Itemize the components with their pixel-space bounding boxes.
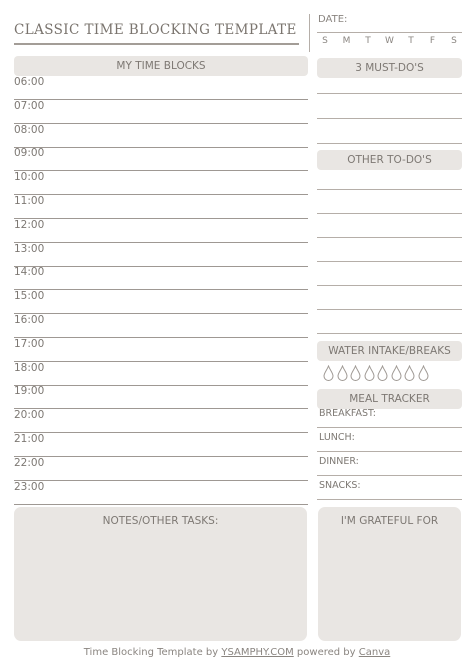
time-block-row[interactable] xyxy=(14,266,308,290)
time-label: 14:00 xyxy=(14,266,45,279)
meal-label: LUNCH: xyxy=(319,432,355,443)
date-label: DATE: xyxy=(318,14,348,25)
footer xyxy=(0,647,474,658)
time-label: 17:00 xyxy=(14,337,45,350)
day-sunday[interactable]: S xyxy=(322,36,328,46)
grateful-box[interactable] xyxy=(318,507,461,641)
time-label: 16:00 xyxy=(14,314,45,326)
day-wednesday[interactable]: W xyxy=(385,36,394,46)
date-field-line[interactable] xyxy=(317,32,462,33)
time-block-row[interactable] xyxy=(14,338,308,362)
water-drop-icon[interactable] xyxy=(323,365,334,381)
time-label: 20:00 xyxy=(14,409,45,422)
must-do-line[interactable] xyxy=(317,93,462,94)
time-label: 22:00 xyxy=(14,456,45,469)
water-intake-header: WATER INTAKE/BREAKS xyxy=(317,341,462,361)
todo-line[interactable] xyxy=(317,213,462,214)
time-block-line xyxy=(14,504,308,505)
time-label: 09:00 xyxy=(14,147,45,160)
title-underline xyxy=(14,43,299,45)
water-drop-icon[interactable] xyxy=(404,365,415,381)
time-label: 13:00 xyxy=(14,242,45,255)
todo-line[interactable] xyxy=(317,309,462,310)
time-block-row[interactable] xyxy=(14,290,308,314)
time-label: 19:00 xyxy=(14,385,45,398)
todo-line[interactable] xyxy=(317,285,462,286)
time-block-row[interactable] xyxy=(14,100,308,124)
date-divider xyxy=(309,14,310,52)
water-drop-icon[interactable] xyxy=(418,365,429,381)
day-saturday[interactable]: S xyxy=(451,36,457,46)
time-block-row[interactable] xyxy=(14,76,308,100)
time-block-row[interactable] xyxy=(14,243,308,267)
time-label: 07:00 xyxy=(14,99,45,112)
time-label: 23:00 xyxy=(14,480,45,493)
time-label: 06:00 xyxy=(14,76,45,88)
time-label: 12:00 xyxy=(14,218,45,231)
time-block-row[interactable] xyxy=(14,481,308,505)
time-block-row[interactable] xyxy=(14,385,308,409)
must-do-line[interactable] xyxy=(317,118,462,119)
time-block-row[interactable] xyxy=(14,147,308,171)
meal-tracker-header: MEAL TRACKER xyxy=(317,389,462,409)
water-drop-icon[interactable] xyxy=(391,365,402,381)
time-block-row[interactable] xyxy=(14,171,308,195)
must-do-line[interactable] xyxy=(317,143,462,144)
meal-row[interactable] xyxy=(317,476,462,500)
footer-middle-text: powered by xyxy=(293,647,359,658)
water-drop-icon[interactable] xyxy=(364,365,375,381)
water-drop-icon[interactable] xyxy=(377,365,388,381)
day-thursday[interactable]: T xyxy=(408,36,414,46)
time-block-row[interactable] xyxy=(14,314,308,338)
todo-line[interactable] xyxy=(317,261,462,262)
footer-text: Time Blocking Template by xyxy=(83,647,222,658)
time-block-row[interactable] xyxy=(14,362,308,386)
notes-title: NOTES/OTHER TASKS: xyxy=(102,515,219,527)
day-tuesday[interactable]: T xyxy=(365,36,371,46)
todo-line[interactable] xyxy=(317,333,462,334)
meal-label: SNACKS: xyxy=(319,480,361,491)
time-block-row[interactable] xyxy=(14,195,308,219)
meal-line xyxy=(317,499,462,500)
time-label: 10:00 xyxy=(14,171,45,184)
time-block-row[interactable] xyxy=(14,457,308,481)
time-block-row[interactable] xyxy=(14,409,308,433)
time-block-row[interactable] xyxy=(14,433,308,457)
water-drop-icon[interactable] xyxy=(350,365,361,381)
meal-row[interactable] xyxy=(317,428,462,452)
grateful-title: I'M GRATEFUL FOR xyxy=(340,515,439,527)
time-label: 08:00 xyxy=(14,123,45,136)
water-drops-row xyxy=(323,365,468,385)
weekday-selector xyxy=(317,36,462,46)
meal-label: DINNER: xyxy=(319,456,359,467)
must-dos-header: 3 MUST-DO'S xyxy=(317,58,462,78)
notes-box[interactable] xyxy=(14,507,307,641)
time-blocks-header: MY TIME BLOCKS xyxy=(14,56,308,76)
page-title: CLASSIC TIME BLOCKING TEMPLATE xyxy=(14,22,297,38)
meal-label: BREAKFAST: xyxy=(319,408,376,419)
time-block-row[interactable] xyxy=(14,124,308,148)
ysamphy-link[interactable]: YSAMPHY.COM xyxy=(221,647,294,658)
other-todos-header: OTHER TO-DO'S xyxy=(317,150,462,170)
time-label: 15:00 xyxy=(14,290,45,303)
time-block-row[interactable] xyxy=(14,219,308,243)
canva-link[interactable]: Canva xyxy=(358,647,391,658)
todo-line[interactable] xyxy=(317,237,462,238)
day-monday[interactable]: M xyxy=(342,36,351,46)
time-label: 21:00 xyxy=(14,433,45,445)
time-label: 18:00 xyxy=(14,361,45,374)
meal-row[interactable] xyxy=(317,404,462,428)
todo-line[interactable] xyxy=(317,189,462,190)
time-label: 11:00 xyxy=(14,195,45,207)
day-friday[interactable]: F xyxy=(429,36,436,46)
meal-row[interactable] xyxy=(317,452,462,476)
water-drop-icon[interactable] xyxy=(337,365,348,381)
